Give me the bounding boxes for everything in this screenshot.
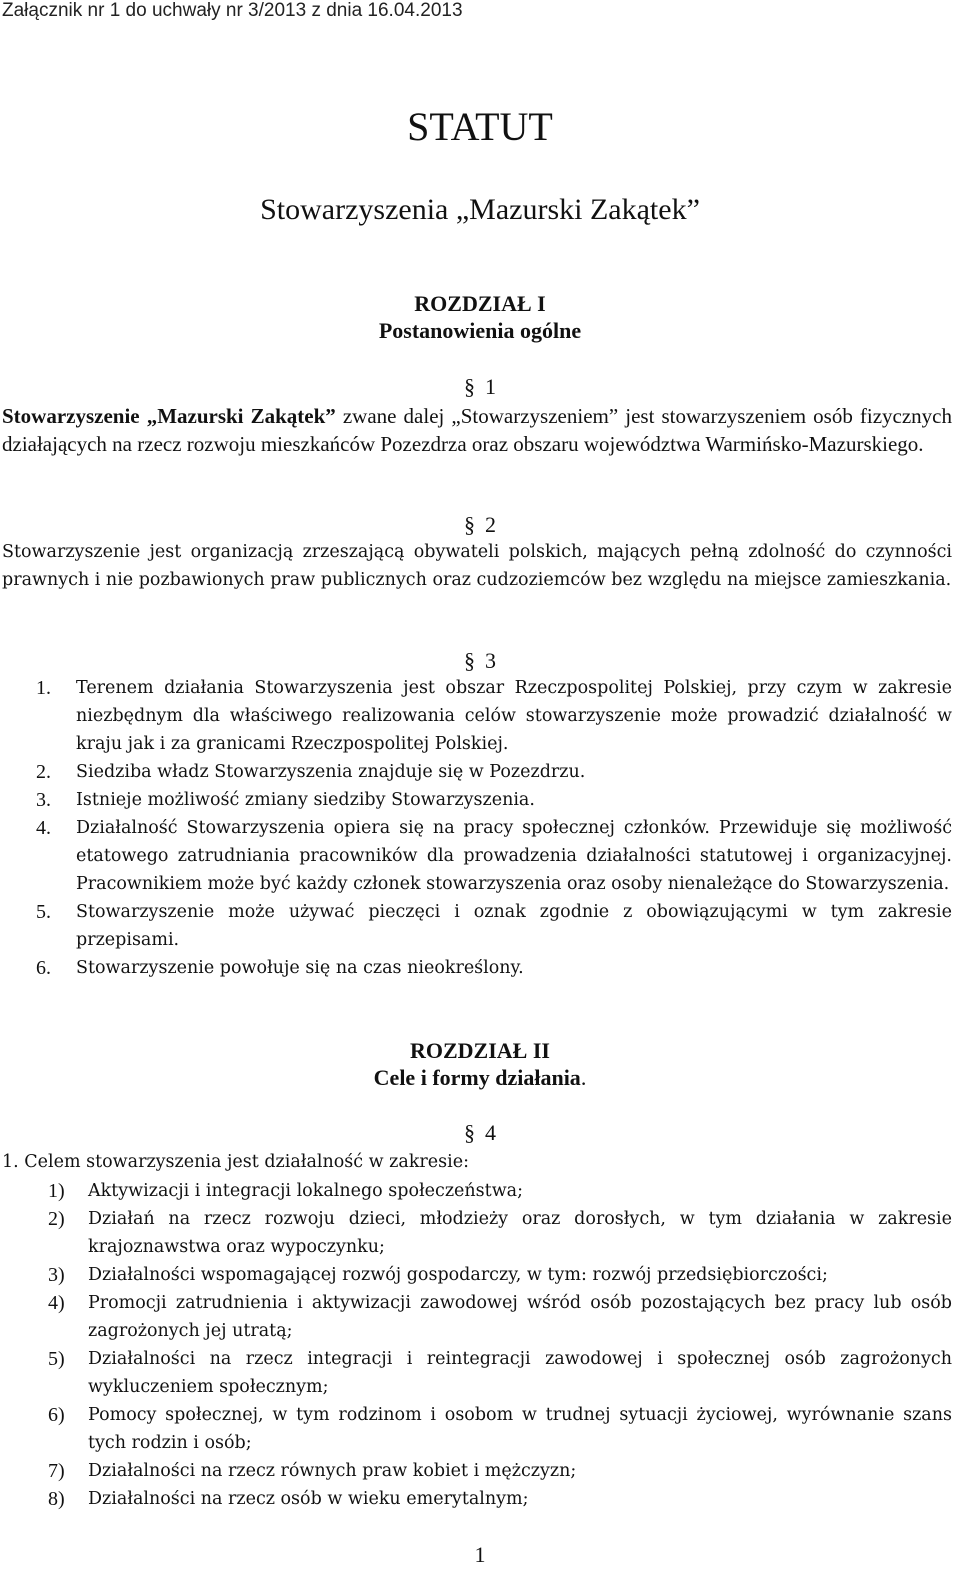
section-1-body: zwane dalej „Stowarzyszeniem” jest stowarzyszeniem osób fizycznych działających na rzecz rozwoju mieszkańców Pozezdrza oraz obszaru województwa Warmińsko-Mazurskiego. [2,404,952,456]
chapter-2-name-suffix: . [580,1065,587,1090]
section-2-text: Stowarzyszenie jest organizacją zrzeszającą obywateli polskich, mających pełną zdolność do czynności prawnych i nie pozbawionych praw publicznych oraz cudzoziemców bez względu na miejsce zamieszkania. [2,542,952,590]
list-item [36,786,952,814]
list-item [48,1401,952,1457]
list-item [36,674,952,758]
list-item-number: 5) [48,1348,65,1370]
chapter-2-name: Cele i formy działania [373,1065,581,1090]
chapter-2-heading [0,1065,960,1091]
document-title: STATUT [407,104,553,149]
list-item-number: 8) [48,1488,65,1510]
list-item [36,954,952,982]
list-item-text: Siedziba władz Stowarzyszenia znajduje się w Pozezdrzu. [76,762,586,782]
list-item [48,1289,952,1345]
section-number: 4 [485,1120,496,1145]
list-item-number: 4) [48,1292,65,1314]
list-item-number: 4. [36,817,51,839]
list-item-text: Promocji zatrudnienia i aktywizacji zawodowej wśród osób pozostających bez pracy lub osób zagrożonych jej utratą; [88,1293,952,1341]
section-4-heading [0,1120,960,1146]
list-item-number: 2. [36,761,51,783]
list-item [48,1485,952,1513]
list-item-text: Działalności wspomagającej rozwój gospodarczy, w tym: rozwój przedsiębiorczości; [88,1265,828,1285]
list-item [48,1177,952,1205]
list-item [48,1345,952,1401]
list-item-text: Działalności na rzecz integracji i reintegracji zawodowej i społecznej osób zagrożonych wykluczeniem społecznym; [88,1349,952,1397]
page-number: 1 [474,1542,486,1567]
list-item-text: Działań na rzecz rozwoju dzieci, młodzieży oraz dorosłych, w tym działania w zakresie krajoznawstwa oraz wypoczynku; [88,1209,952,1257]
chapter-1-name: Postanowienia ogólne [378,318,582,343]
list-item-number: 6. [36,957,51,979]
list-item-number: 5. [36,901,51,923]
section-symbol: § [464,1120,475,1145]
list-item [36,898,952,954]
list-item-number: 7) [48,1460,65,1482]
list-item-number: 1) [48,1180,65,1202]
list-item-number: 3) [48,1264,65,1286]
list-item-text: Stowarzyszenie może używać pieczęci i oznak zgodnie z obowiązującymi w tym zakresie przepisami. [76,902,952,950]
section-3-list [36,674,952,982]
section-1-text [2,402,952,458]
list-item [48,1205,952,1261]
section-symbol: § [464,374,475,399]
section-number: 3 [485,648,496,673]
list-item-number: 1. [36,677,51,699]
list-item-text: Istnieje możliwość zmiany siedziby Stowarzyszenia. [76,790,535,810]
chapter-2-number: ROZDZIAŁ II [410,1038,550,1063]
section-symbol: § [464,648,475,673]
list-item [48,1457,952,1485]
list-item-text: Aktywizacji i integracji lokalnego społeczeństwa; [88,1181,523,1201]
document-subtitle: Stowarzyszenia „Mazurski Zakątek” [260,193,700,226]
association-name: Stowarzyszenie „Mazurski Zakątek” [2,404,336,428]
section-3-heading [0,648,960,674]
list-item [48,1261,952,1289]
list-item-text: Stowarzyszenie powołuje się na czas nieokreślony. [76,958,524,978]
list-item-text: Działalności na rzecz równych praw kobiet i mężczyzn; [88,1461,577,1481]
chapter-1-number: ROZDZIAŁ I [414,291,546,316]
list-item-text: Działalność Stowarzyszenia opiera się na pracy społecznej członków. Przewiduje się możliwość etatowego zatrudniania pracowników dla prowadzenia działalności statutowej i organizacyjnej. Pracownikiem może być każdy członek stowarzyszenia oraz osoby nienależące do Stowarzyszenia. [76,818,952,894]
section-2-heading [0,512,960,538]
section-4-list [48,1177,952,1513]
list-item [36,758,952,786]
list-item [36,814,952,898]
section-number: 2 [485,512,496,537]
section-1-heading [0,374,960,400]
list-item-text: Działalności na rzecz osób w wieku emerytalnym; [88,1489,529,1509]
list-item-number: 6) [48,1404,65,1426]
list-item-text: Terenem działania Stowarzyszenia jest obszar Rzeczpospolitej Polskiej, przy czym w zakresie niezbędnym dla właściwego realizowania celów stowarzyszenie może prowadzić działalność w kraju jak i za granicami Rzeczpospolitej Polskiej. [76,678,952,754]
section-number: 1 [485,374,496,399]
attachment-header: Załącznik nr 1 do uchwały nr 3/2013 z dnia 16.04.2013 [2,0,463,21]
list-item-number: 3. [36,789,51,811]
section-4-intro: 1. Celem stowarzyszenia jest działalność w zakresie: [2,1152,469,1172]
section-symbol: § [464,512,475,537]
list-item-number: 2) [48,1208,65,1230]
list-item-text: Pomocy społecznej, w tym rodzinom i osobom w trudnej sytuacji życiowej, wyrównanie szans tych rodzin i osób; [88,1405,952,1453]
